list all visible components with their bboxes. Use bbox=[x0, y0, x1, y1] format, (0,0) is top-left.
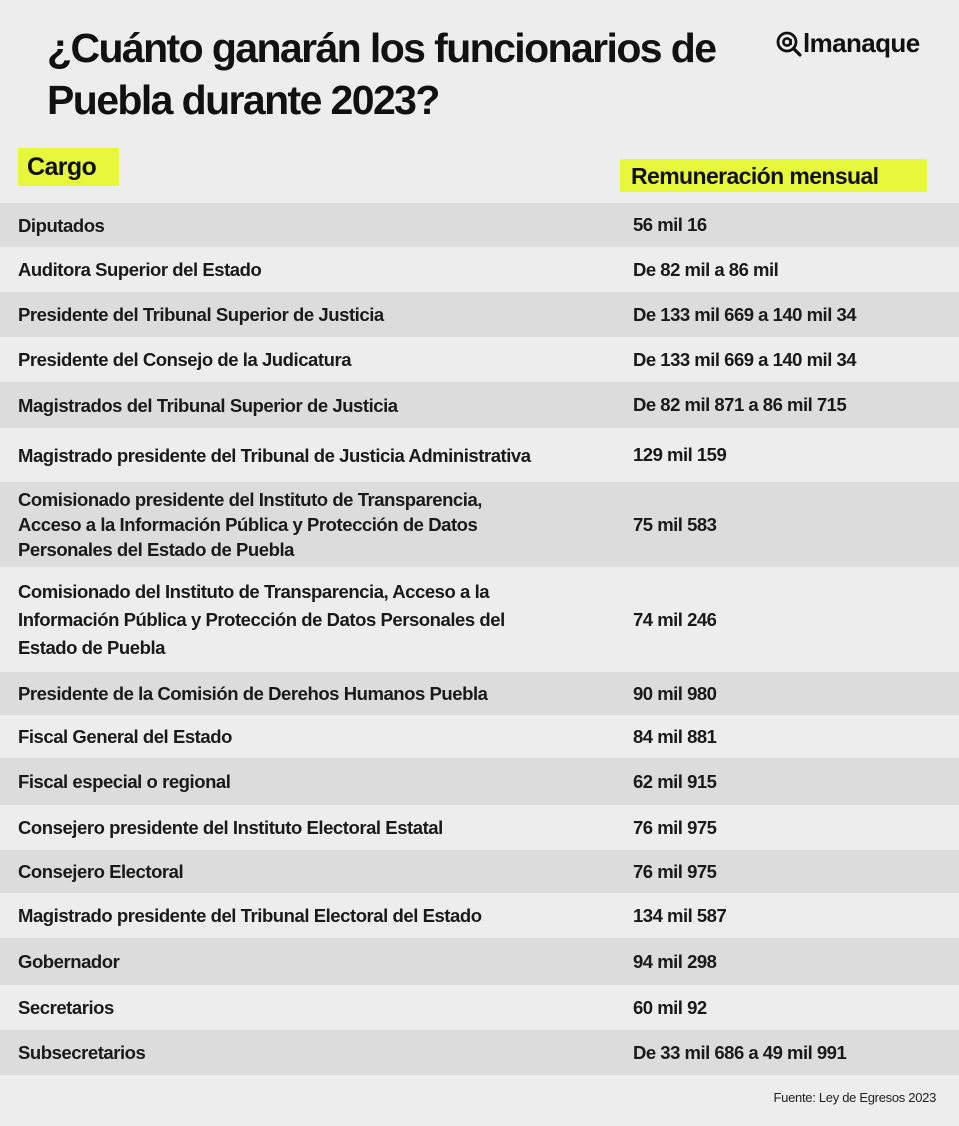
remuneracion-cell: 60 mil 92 bbox=[633, 996, 707, 1018]
table-row bbox=[0, 428, 959, 482]
remuneracion-cell: De 33 mil 686 a 49 mil 991 bbox=[633, 1041, 847, 1063]
remuneracion-cell: De 133 mil 669 a 140 mil 34 bbox=[633, 348, 857, 370]
cargo-cell: Magistrados del Tribunal Superior de Justicia bbox=[18, 394, 398, 416]
column-header-cargo: Cargo bbox=[18, 148, 119, 186]
table-row bbox=[0, 805, 959, 850]
cargo-cell: Presidente del Consejo de la Judicatura bbox=[18, 349, 352, 370]
salary-table bbox=[0, 203, 959, 1075]
remuneracion-cell: De 82 mil 871 a 86 mil 715 bbox=[633, 394, 847, 415]
cargo-cell: Subsecretarios bbox=[18, 1042, 146, 1063]
table-row bbox=[0, 247, 959, 292]
cargo-cell: Comisionado presidente del Instituto de Transparencia, Acceso a la Información Pública y Protección de Datos Personales del Estado de Puebla bbox=[18, 489, 482, 560]
table-row bbox=[0, 337, 959, 382]
magnifier-at-icon bbox=[776, 31, 802, 57]
cargo-cell: Auditora Superior del Estado bbox=[18, 259, 262, 280]
remuneracion-cell: 90 mil 980 bbox=[633, 682, 717, 704]
cargo-cell: Magistrado presidente del Tribunal Electoral del Estado bbox=[18, 905, 482, 926]
table-row bbox=[0, 938, 959, 985]
column-header-remuneracion: Remuneración mensual bbox=[620, 159, 927, 192]
table-row bbox=[0, 482, 959, 567]
source-note: Fuente: Ley de Egresos 2023 bbox=[773, 1090, 936, 1105]
cargo-cell: Gobernador bbox=[18, 951, 120, 972]
remuneracion-cell: De 82 mil a 86 mil bbox=[633, 258, 779, 280]
cargo-cell: Consejero Electoral bbox=[18, 861, 184, 882]
brand-logo bbox=[776, 28, 920, 59]
remuneracion-cell: 56 mil 16 bbox=[633, 214, 707, 235]
table-row bbox=[0, 893, 959, 938]
cargo-cell: Magistrado presidente del Tribunal de Justicia Administrativa bbox=[18, 444, 531, 466]
cargo-cell: Secretarios bbox=[18, 997, 114, 1018]
cargo-cell: Comisionado del Instituto de Transparencia, Acceso a la Información Pública y Protección de Datos Personales del Estado de Puebla bbox=[18, 580, 505, 658]
table-row bbox=[0, 715, 959, 758]
table-row bbox=[0, 985, 959, 1030]
table-row bbox=[0, 567, 959, 672]
remuneracion-cell: 74 mil 246 bbox=[633, 608, 717, 630]
table-row bbox=[0, 292, 959, 337]
remuneracion-cell: 76 mil 975 bbox=[633, 816, 717, 838]
remuneracion-cell: 94 mil 298 bbox=[633, 950, 717, 972]
table-row bbox=[0, 1030, 959, 1075]
table-row bbox=[0, 672, 959, 715]
table-row bbox=[0, 850, 959, 893]
remuneracion-cell: 76 mil 975 bbox=[633, 860, 717, 882]
table-row bbox=[0, 758, 959, 805]
page-title: ¿Cuánto ganarán los funcionarios de Puebla durante 2023? bbox=[47, 25, 716, 123]
remuneracion-cell: 134 mil 587 bbox=[633, 904, 727, 926]
cargo-cell: Fiscal especial o regional bbox=[18, 771, 231, 792]
cargo-cell: Presidente de la Comisión de Derehos Humanos Puebla bbox=[18, 683, 488, 704]
cargo-cell: Consejero presidente del Instituto Electoral Estatal bbox=[18, 817, 443, 838]
remuneracion-cell: 84 mil 881 bbox=[633, 725, 717, 747]
remuneracion-cell: 129 mil 159 bbox=[633, 444, 727, 465]
remuneracion-cell: De 133 mil 669 a 140 mil 34 bbox=[633, 303, 857, 325]
cargo-cell: Fiscal General del Estado bbox=[18, 726, 232, 747]
remuneracion-cell: 62 mil 915 bbox=[633, 770, 717, 792]
cargo-cell: Diputados bbox=[18, 214, 105, 236]
brand-logo-text: lmanaque bbox=[803, 28, 920, 58]
table-row bbox=[0, 382, 959, 428]
cargo-cell: Presidente del Tribunal Superior de Justicia bbox=[18, 304, 384, 325]
remuneracion-cell: 75 mil 583 bbox=[633, 513, 717, 535]
table-row bbox=[0, 203, 959, 247]
